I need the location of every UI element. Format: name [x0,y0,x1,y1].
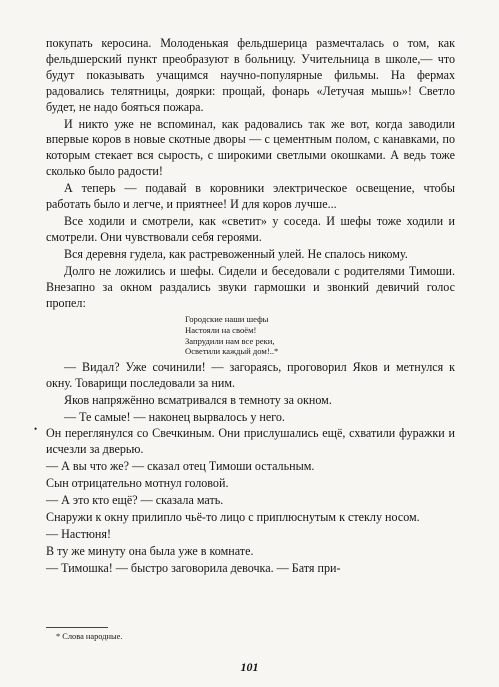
paragraph: Все ходили и смотрели, как «светит» у соседа. И шефы тоже ходили и смотрели. Они чувствовали себя героями. [46,213,455,244]
paragraph: Вся деревня гудела, как растревоженный улей. Не спалось никому. [64,246,408,261]
dialogue-line: — Видал? Уже сочинили! — загораясь, проговорил Яков и метнулся к окну. Товарищи последовали за ним. [46,359,455,390]
footnote-rule [46,627,108,628]
dialogue-line: Сын отрицательно мотнул головой. [46,476,229,491]
dialogue-line: Яков напряжённо всматривался в темноту за окном. [64,392,332,407]
dialogue-line: Он переглянулся со Свечкиным. Они прислушались ещё, схватили фуражки и исчезли за дверью. [46,426,455,457]
dialogue-line: — А это кто ещё? — сказала мать. [46,493,224,508]
poem-verse [185,314,455,356]
dialogue-line: — Тимошка! — быстро заговорила девочка. — Батя при- [46,560,341,575]
poem-line: Осветили каждый дом!..* [185,346,279,357]
poem-line: Городские наши шефы [185,314,269,325]
poem-line: Запрудили нам все реки, [185,335,275,346]
margin-mark: • [34,424,38,434]
paragraph: И никто уже не вспоминал, как радовались так же вот, когда заводили впервые коров в новые скотные дворы — с цементным полом, с канавками, по которым стекает вся сырость, с широкими светлыми окошками. А ведь тоже сколько было радости! [46,116,455,179]
paragraph: Долго не ложились и шефы. Сидели и беседовали с родителями Тимоши. Внезапно за окном раздались звуки гармошки и звонкий девичий голос пропел: [46,263,455,310]
page-number: 101 [240,660,259,674]
footnote: * Слова народные. [56,632,123,641]
poem-line: Настояли на своём! [185,325,257,335]
dialogue-line: — А вы что же? — сказал отец Тимоши остальным. [46,459,315,474]
dialogue-line: Снаружи к окну прилипло чьё-то лицо с приплюснутым к стеклу носом. [46,509,420,524]
dialogue-line: — Те самые! — наконец вырвалось у него. [64,409,285,424]
dialogue-line: В ту же минуту она была уже в комнате. [46,543,254,558]
paragraph: А теперь — подавай в коровники электрическое освещение, чтобы работать было и легче, и приятнее! И для коров лучше... [46,181,455,212]
paragraph: покупать керосина. Молоденькая фельдшерица размечталась о том, как фельдшерский пункт преобразуют в больницу. Учительница в школе,— что будут показывать учащимся научно-популярные фильмы. На фермах радовались телятницы, доярки: прощай, фонарь «Летучая мышь»! Светло будет, не надо бояться пожара. [46,36,455,114]
dialogue-line: — Настюня! [46,526,111,541]
main-text [46,36,455,578]
